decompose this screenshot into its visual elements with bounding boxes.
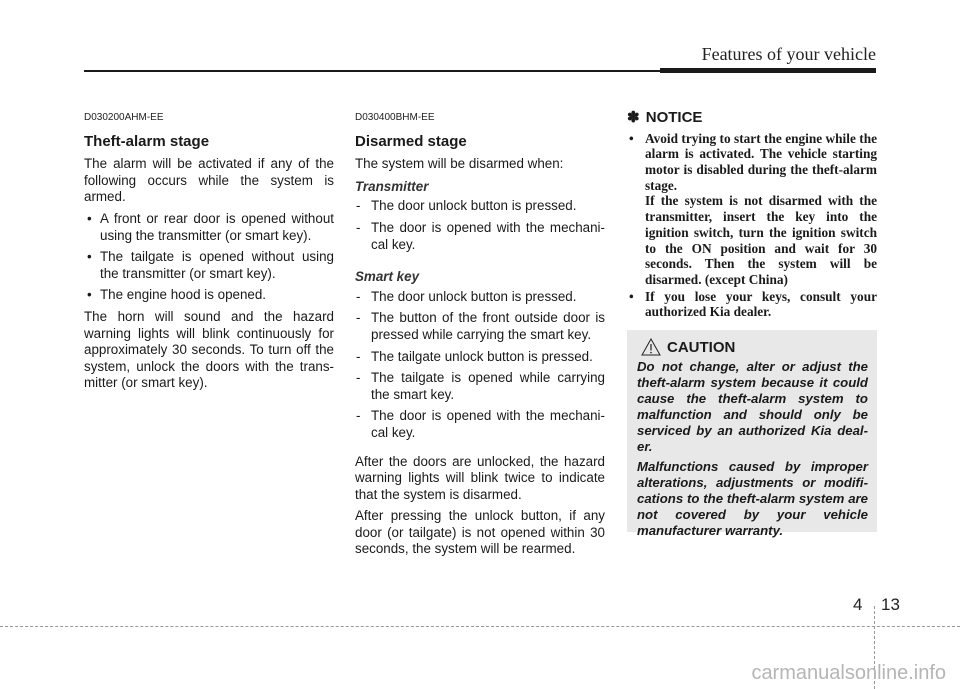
list-item: • The engine hood is opened. [84, 287, 334, 304]
list-item: - The door is opened with the mechani- cal key. [355, 408, 605, 441]
section-heading: Theft-alarm stage [84, 132, 210, 150]
section-code: D030400BHM-EE [355, 112, 435, 123]
notice-star-icon: ✽ [627, 109, 640, 126]
subheading-transmitter: Transmitter [355, 178, 429, 194]
list-item: - The door unlock button is pressed. [355, 289, 605, 306]
caution-text: Do not change, alter or adjust the theft-alarm system because it could cause the theft-alarm system to malfunction and should only be serviced by an authorized Kia deal- er. [637, 359, 868, 454]
paragraph: After the doors are unlocked, the hazard warning lights will blink twice to indicate that the system is disarmed. [355, 453, 605, 502]
header-rule-accent [660, 68, 876, 73]
list-item: - The tailgate unlock button is pressed. [355, 349, 605, 366]
chapter-number: 4 [853, 595, 863, 614]
caution-title: CAUTION [667, 338, 736, 356]
list-item: • The tailgate is opened without using the transmitter (or smart key). [84, 249, 334, 282]
notice-text: • If you lose your keys, consult your authorized Kia dealer. [645, 288, 877, 320]
paragraph: The system will be disarmed when: [355, 156, 564, 172]
notice-heading [627, 110, 877, 127]
dash-list [355, 198, 605, 253]
footer-rule [0, 626, 960, 627]
disarmed-column [355, 110, 605, 563]
notice-text: If the system is not disarmed with the transmitter, insert the key into the ignition switch, turn the ignition switch to the ON position and wait for 30 seconds. Then the system will be disarmed. (except China) [645, 193, 877, 287]
list-item [627, 289, 877, 320]
list-item: - The button of the front outside door is pressed while carrying the smart key. [355, 310, 605, 343]
list-item: - The tailgate is opened while carrying the smart key. [355, 370, 605, 403]
watermark: carmanualsonline.info [751, 662, 946, 684]
list-item: - The door unlock button is pressed. [355, 198, 605, 215]
list-item [627, 131, 877, 288]
bullet-list [84, 211, 334, 304]
section-code: D030200AHM-EE [84, 112, 164, 123]
caution-box [627, 330, 877, 538]
list-item: • A front or rear door is opened without using the transmitter (or smart key). [84, 211, 334, 244]
notice-column [627, 110, 877, 321]
paragraph: The alarm will be activated if any of the following occurs while the system is armed. [84, 156, 334, 205]
paragraph: The horn will sound and the hazard warning lights will blink continuously for approximately 30 seconds. To turn off the system, unlock the doors with the trans- mitter (or smart key). [84, 308, 334, 391]
subheading-smart-key: Smart key [355, 269, 420, 285]
dash-list [355, 289, 605, 442]
page-number: 13 [881, 595, 900, 614]
notice-text: • Avoid trying to start the engine while the alarm is activated. The vehicle starting motor is disabled during the theft-alarm stage. [645, 130, 877, 193]
section-heading: Disarmed stage [355, 132, 467, 150]
section-title: Features of your vehicle [701, 44, 876, 64]
caution-text: Malfunctions caused by improper alterations, adjustments or modifi- cations to the theft-alarm system are not covered by your vehicle manufacturer warranty. [637, 459, 868, 538]
list-item: - The door is opened with the mechani- cal key. [355, 220, 605, 253]
warning-triangle-icon [641, 338, 661, 356]
caution-heading [637, 338, 868, 356]
theft-alarm-column [84, 110, 334, 397]
notice-title: NOTICE [645, 109, 703, 126]
notice-list [627, 131, 877, 320]
paragraph: After pressing the unlock button, if any door (or tailgate) is not opened within 30 seconds, the system will be rearmed. [355, 508, 605, 557]
